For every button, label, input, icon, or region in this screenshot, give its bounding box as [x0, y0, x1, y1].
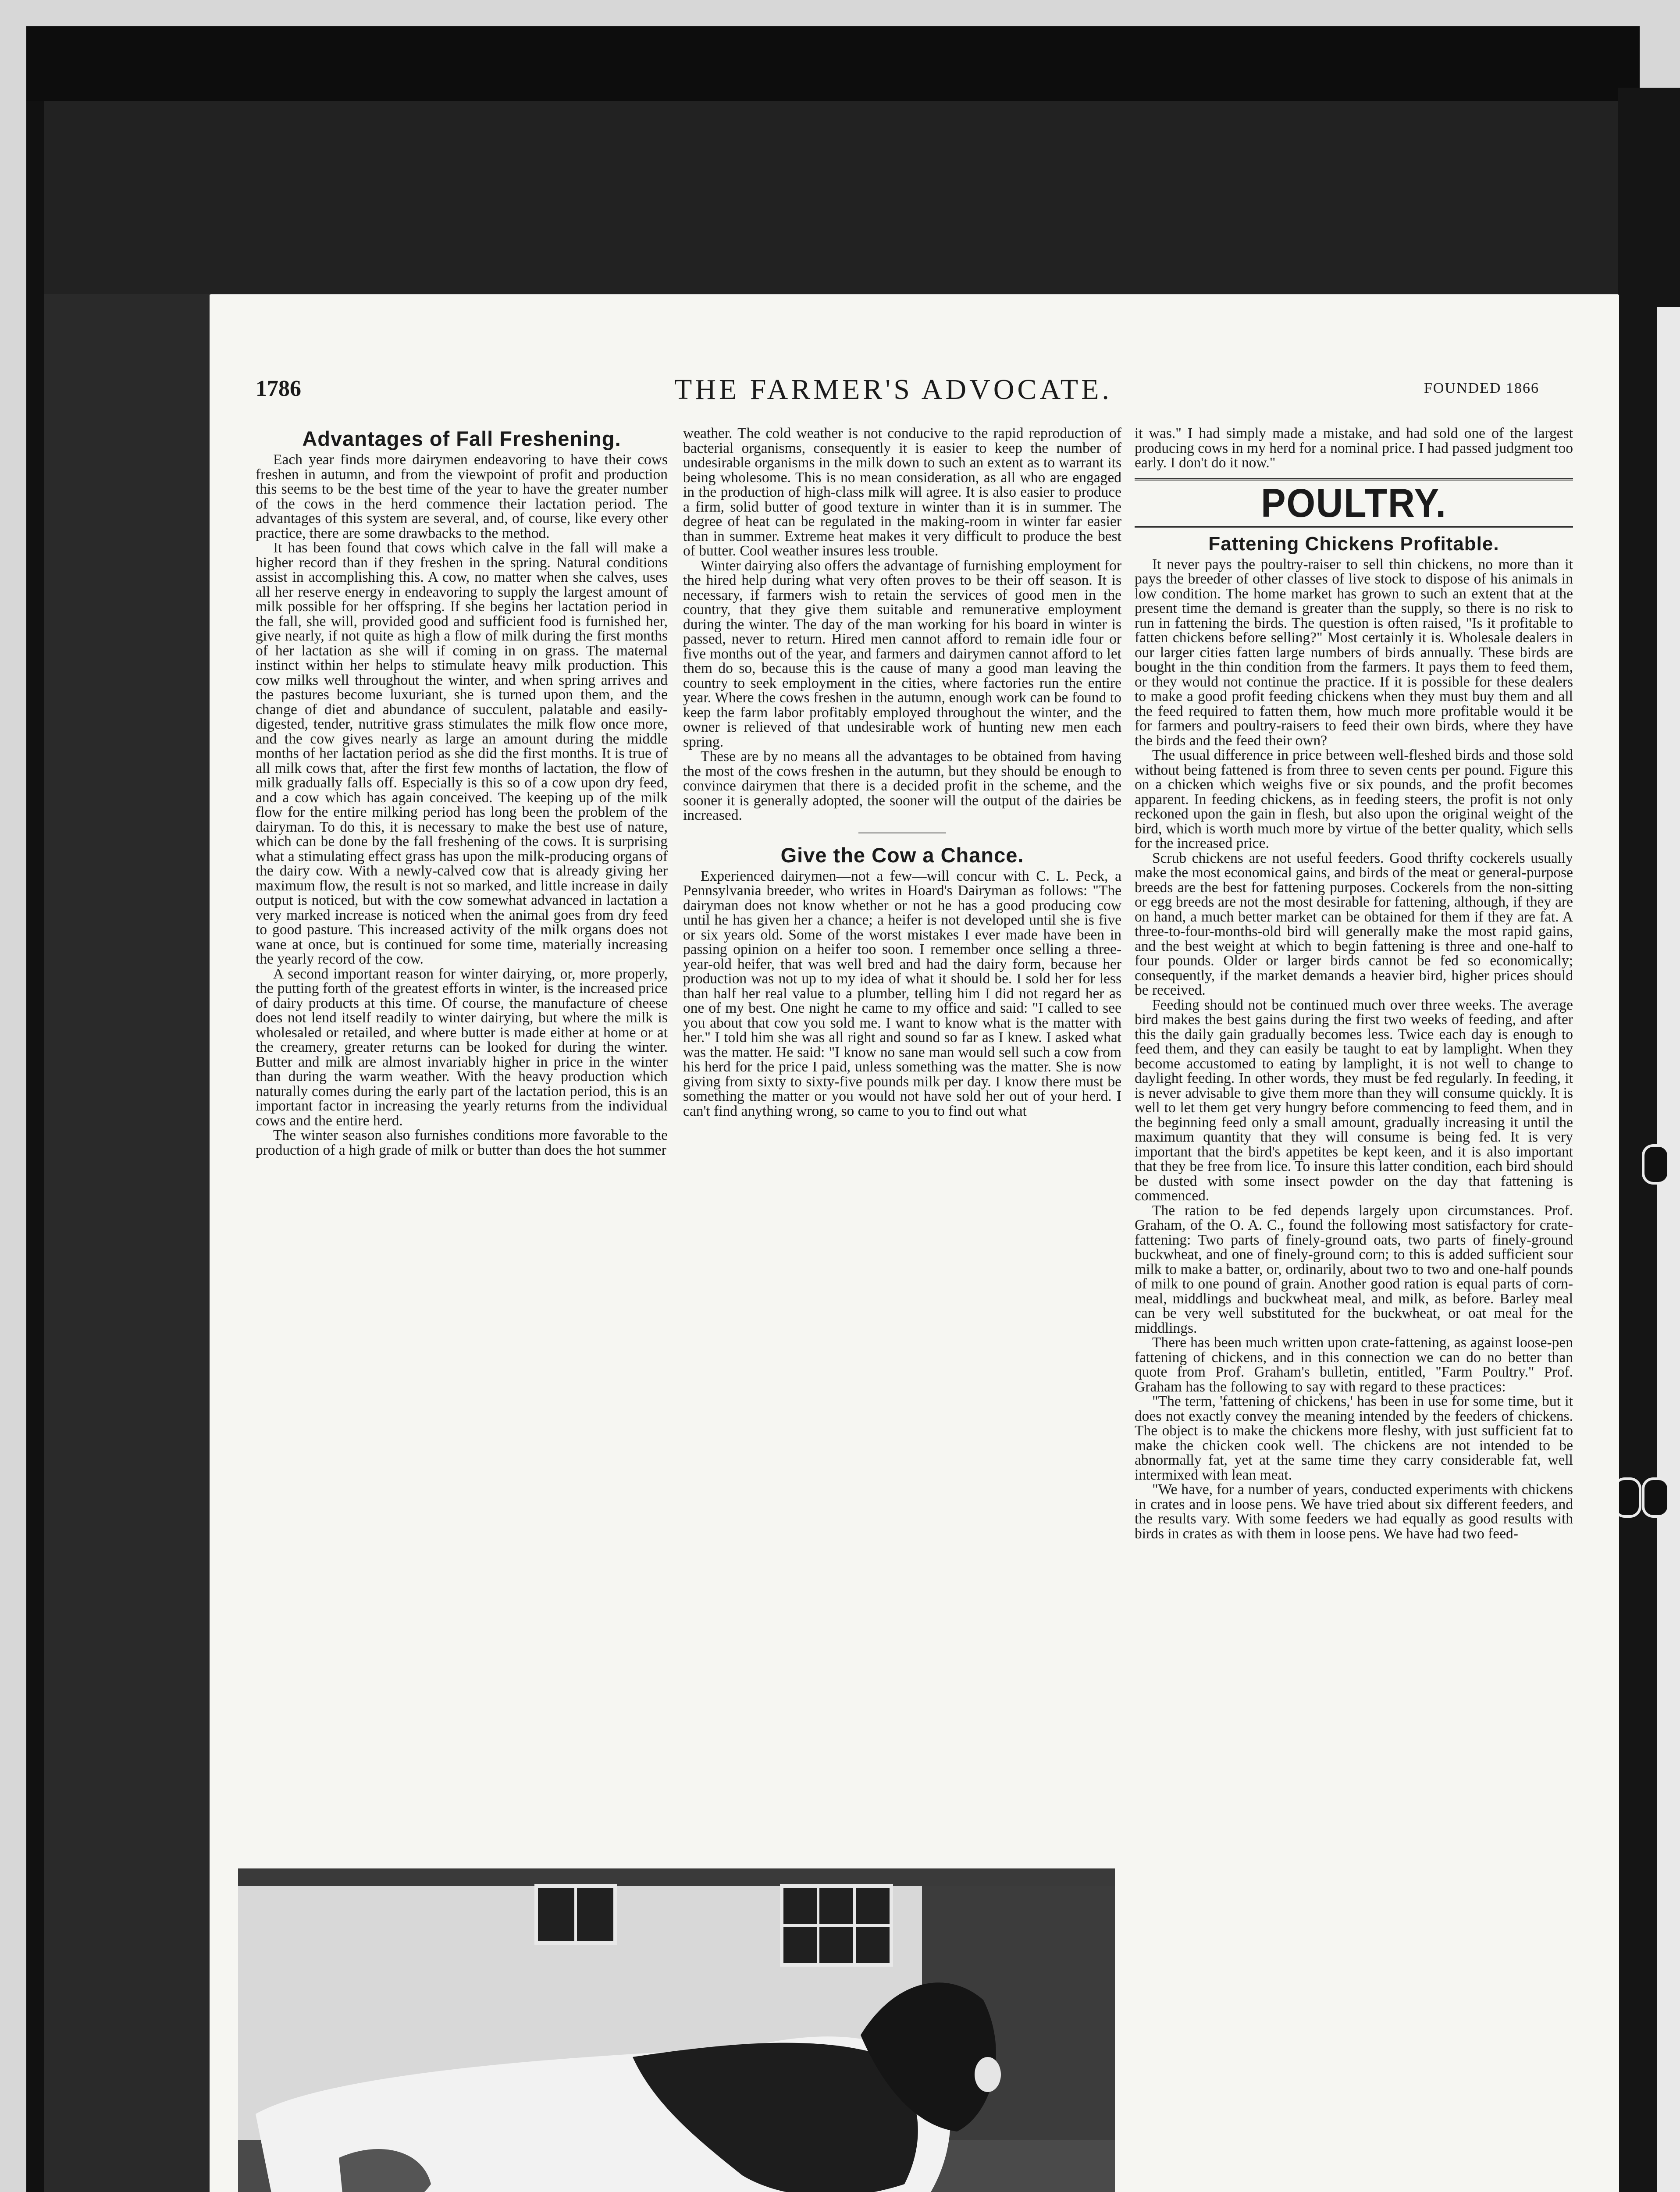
- film-shadow-left: [44, 294, 210, 2192]
- paragraph: Each year finds more dairymen endeavoring to have their cows freshen in autumn, and from the viewpoint of profit and production this seems to be the best time of the year to have the greater number of the cows in the herd commence their lactation period. The advantages of this system are several, and, of course, like every other practice, there are some drawbacks to the method.: [256, 452, 668, 541]
- column-3: [1135, 426, 1573, 2192]
- punch-hole-icon: [1642, 1144, 1670, 1185]
- film-frame-top: [26, 26, 1640, 101]
- paragraph: it was." I had simply made a mistake, and had sold one of the largest producing cows in my herd for a nominal price. I had passed judgment too early. I don't do it now.": [1135, 426, 1573, 471]
- paragraph: "The term, 'fattening of chickens,' has been in use for some time, but it does not exactly convey the meaning intended by the feeders of chickens. The object is to make the chickens more fleshy, with just sufficient fat to make the chicken cook well. The chickens are not intended to be abnormally fat, yet at the same time they carry considerable fat, well intermixed with lean meat.: [1135, 1393, 1573, 1483]
- column-1: [256, 428, 668, 1980]
- paragraph: The usual difference in price between well-fleshed birds and those sold without being fattened is from three to seven cents per pound. Figure this on a chicken which weighs five or six pounds, and the profit becomes apparent. In feeding chickens, as in feeding steers, the profit is not only reckoned upon the gain in flesh, but also upon the original weight of the bird, which is worth much more by virtue of the better quality, which sells for the increased price.: [1135, 747, 1573, 851]
- bull-photograph: [238, 1868, 1115, 2192]
- paragraph: The winter season also furnishes conditions more favorable to the production of a high grade of milk or butter than does the hot summer: [256, 1127, 668, 1158]
- article-title: Fattening Chickens Profitable.: [1208, 533, 1499, 555]
- paragraph: It never pays the poultry-raiser to sell thin chickens, no more than it pays the breeder of other classes of live stock to dispose of his animals in low condition. The home market has grown to such an extent that at the present time the demand is greater than the supply, so there is no risk to run in fattening the birds. The question is often raised, "Is it profitable to fatten chickens before selling?" Most certainly it is. Wholesale dealers in our larger cities fatten large numbers of birds annually. These birds are bought in the thin condition from the farmers. It pays them to feed them, or they would not continue the practice. If it is possible for these dealers to make a good profit feeding chickens when they must buy them and all the feed required to fatten them, how much more profitable would it be for farmers and poultry-raisers to feed their own birds, where they have the birds and the feed their own?: [1135, 556, 1573, 749]
- paragraph: weather. The cold weather is not conducive to the rapid reproduction of bacterial organisms, consequently it is easier to keep the number of undesirable organisms in the milk down to such an extent as to warrant its being wholesome. This is no mean consideration, as all who are engaged in the production of high-class milk will agree. It is also easier to produce a firm, solid butter of good texture in winter than it is in summer. The degree of heat can be regulated in the making-room in winter far easier than in summer. Extreme heat makes it very difficult to produce the best of butter. Cool weather insures less trouble.: [683, 426, 1121, 559]
- bull-photo-illustration: [238, 1868, 1115, 2192]
- column-2: [683, 426, 1121, 1868]
- section-banner: [1135, 478, 1573, 528]
- journal-title: THE FARMER'S ADVOCATE.: [674, 374, 1112, 406]
- article-title: Give the Cow a Chance.: [780, 843, 1024, 867]
- article-title: Advantages of Fall Freshening.: [302, 428, 621, 450]
- paragraph: Scrub chickens are not useful feeders. Good thrifty cockerels usually make the most economical gains, and birds of the meat or general-purpose breeds are the best for fattening purposes. Cockerels from the non-sitting or egg breeds are not the most desirable for fattening, although, if they are on hand, a much better market can be obtained for them if they are fat. A three-to-four-months-old bird will generally make the most rapid gains, and the best weight at which to begin fattening is three and one-half to four pounds. Older or larger birds cannot be fed so economically; consequently, if the market demands a heavier bird, higher prices should be received.: [1135, 850, 1573, 998]
- adjacent-page-edge: [1657, 307, 1680, 2192]
- paragraph: A second important reason for winter dairying, or, more properly, the putting forth of the greatest efforts in winter, is the increased price of dairy products at this time. Of course, the manufacture of cheese does not lend itself readily to winter dairying, but where the milk is wholesaled or retailed, and where butter is made either at home or at the creamery, greater returns can be looked for during the winter. Butter and milk are almost invariably higher in price in the winter than during the warm weather. With the heavy production which naturally comes during the early part of the lactation period, this is an important factor in increasing the yearly returns from the individual cows and the entire herd.: [256, 965, 668, 1129]
- founded-note: FOUNDED 1866: [1424, 380, 1539, 396]
- newspaper-page: [210, 295, 1619, 2192]
- paragraph: Feeding should not be continued much over three weeks. The average bird makes the best gains during the first two weeks of feeding, and after this the daily gain gradually becomes less. Twice each day is enough to feed them, and they can easily be taught to eat by lamplight. When they become accustomed to eating by lamplight, it is not well to change to daylight feeding. In other words, they must be fed regularly. In feeding, it is never advisable to give them more than they will consume quickly. It is well to let them get very hungry before commencing to feed them, and in the beginning feed only a small amount, gradually increasing it until the maximum quantity that they will consume is being fed. It is very important that the bird's appetites be kept keen, and it is also important that they be free from lice. To insure this latter condition, each bird should be dusted with some insect powder on the day that fattening is commenced.: [1135, 996, 1573, 1204]
- paragraph: Experienced dairymen—not a few—will concur with C. L. Peck, a Pennsylvania breeder, who writes in Hoard's Dairyman as follows: "The dairyman does not know whether or not he has a good producing cow until he has given her a chance; a heifer is not developed until she is five or six years old. Some of the worst mistakes I ever made have been in passing opinion on a heifer too soon. I remember once selling a three-year-old heifer, that was well bred and had the dairy form, because her production was not up to my idea of what it should be. I sold her for less than half her real value to a plumber, telling him I did not regard her as one of my best. One night he came to my office and said: "I called to see you about that cow you sold me. I want to know what is the matter with her." I told him she was all right and sound so far as I knew. I asked what was the matter. He said: "I know no sane man would sell such a cow from his herd for the price I paid, unless something was the matter. She is now giving from sixty to sixty-five pounds milk per day. I know there must be something the matter or you would not have sold her out of your herd. I can't find anything wrong, so came to you to find out what: [683, 868, 1121, 1119]
- film-shadow-band: [44, 101, 1618, 294]
- paragraph: The ration to be fed depends largely upon circumstances. Prof. Graham, of the O. A. C., found the following most satisfactory for crate-fattening: Two parts of finely-ground oats, two parts of finely-ground buckwheat, and one of finely-ground corn; to this is added sufficient sour milk to make a batter, or, ordinarily, about two to two and one-half pounds of milk to one pound of grain. Another good ration is equal parts of corn-meal, middlings and buckwheat meal, and milk, as before. Barley meal can be very well substituted for the buckwheat, or oat meal for the middlings.: [1135, 1202, 1573, 1336]
- paragraph: "We have, for a number of years, conducted experiments with chickens in crates and in loose pens. We have tried about six different feeders, and the results vary. With some feeders we had equally as good results with birds in crates as with them in loose pens. We have had two feed-: [1135, 1481, 1573, 1542]
- paragraph: These are by no means all the advantages to be obtained from having the most of the cows freshen in the autumn, but they should be enough to convince dairymen that there is a decided profit in the scheme, and the sooner it is generally adopted, the sooner will the output of the dairies be increased.: [683, 748, 1121, 823]
- film-frame-left: [26, 101, 44, 2192]
- paragraph: It has been found that cows which calve in the fall will make a higher record than if they freshen in the spring. Natural conditions assist in accomplishing this. A cow, no matter when she calves, uses all her reserve energy in endeavoring to supply the largest amount of milk possible for her offspring. If she begins her lactation period in the fall, she will, provided good and sufficient food is furnished her, give nearly, if not quite as high a flow of milk during the first months of her lactation as she will if coming in on grass. The maternal instinct within her helps to stimulate heavy milk production. This cow milks well throughout the winter, and when spring arrives and the pastures become luxuriant, she is turned upon them, and the change of diet and abundance of succulent, palatable and easily-digested, tender, nutritive grass stimulates the milk flow once more, and the cow gives nearly as large an amount during the middle months of her lactation period as she did the first months. It is true of all milk cows that, after the first few months of lactation, the flow of milk gradually falls off. Especially is this so of a cow upon dry feed, and a cow which has again conceived. The keeping up of the milk flow for the entire milking period has long been the problem of the dairyman. To do this, it is necessary to make the best use of nature, which can be done by the fall freshening of the cows. It is surprising what a stimulating effect grass has upon the milk-producing organs of the dairy cow. With a newly-calved cow that is already giving her maximum flow, the result is not so marked, and little increase in daily output is noticed, but with the cow somewhat advanced in lactation a very marked increase is noticed when the animal goes from dry feed to good pasture. This increased activity of the milk organs does not wane at once, but is continued for some time, materially increasing the yearly record of the cow.: [256, 540, 668, 967]
- section-title: POULTRY.: [1261, 480, 1447, 526]
- punch-hole-icon: [1642, 1477, 1670, 1518]
- running-header: [210, 376, 1619, 411]
- paragraph: There has been much written upon crate-fattening, as against loose-pen fattening of chickens, and in this connection we can do no better than quote from Prof. Graham's bulletin, entitled, "Farm Poultry." Prof. Graham has the following to say with regard to these practices:: [1135, 1334, 1573, 1395]
- page-number: 1786: [256, 376, 301, 401]
- paragraph: Winter dairying also offers the advantage of furnishing employment for the hired help during what very often proves to be their off season. It is necessary, if farmers wish to retain the services of good men in the country, that they give them suitable and remunerative employment during the winter. The day of the man working for his board in winter is passed, never to return. Hired men cannot afford to remain idle four or five months out of the year, and farmers and dairymen cannot afford to let them do so, because this is the cause of many a good man leaving the country to seek employment in the cities, where factories run the entire year. Where the cows freshen in the autumn, enough work can be found to keep the farm labor profitably employed throughout the winter, and the owner is relieved of that undesirable work of hunting new men each spring.: [683, 557, 1121, 750]
